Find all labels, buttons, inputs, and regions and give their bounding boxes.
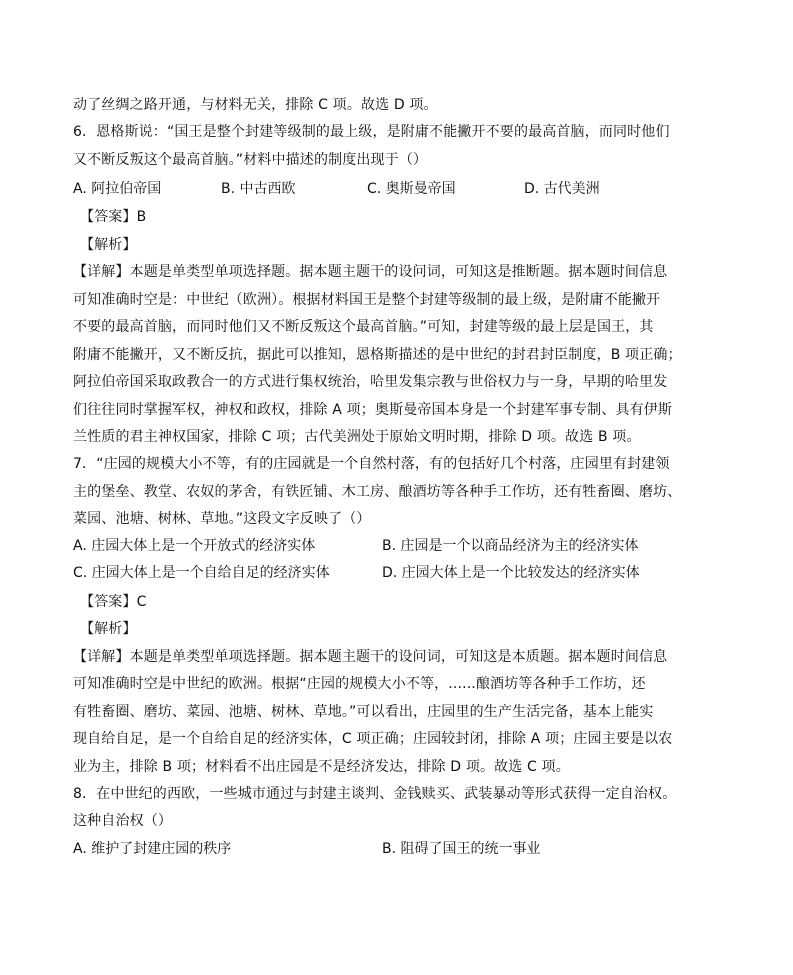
q6-detail-line: 附庸不能撇开，又不断反抗，据此可以推知，恩格斯描述的是中世纪的封君封臣制度，B 项正确； bbox=[73, 347, 682, 363]
q6-detail-line: 阿拉伯帝国采取政教合一的方式进行集权统治，哈里发集宗教与世俗权力与一身，早期的哈里发 bbox=[73, 374, 668, 390]
question-8-stem-cont: 这种自治权（） bbox=[73, 813, 173, 829]
q6-answer: 【答案】B bbox=[80, 209, 147, 225]
q7-analysis-label: 【解析】 bbox=[80, 621, 137, 637]
q8-option-a: A. 维护了封建庄园的秩序 bbox=[73, 841, 232, 857]
question-7-stem-cont: 主的堡垒、教堂、农奴的茅舍，有铁匠铺、木工房、酿酒坊等各种手工作坊，还有牲畜圈、磨坊、 bbox=[73, 484, 682, 500]
question-6-stem: 6．恩格斯说：“国王是整个封建等级制的最上级，是附庸不能撇开不要的最高首脑，而同时他们 bbox=[73, 124, 670, 140]
q7-answer: 【答案】C bbox=[80, 594, 147, 610]
q7-option-b: B. 庄园是一个以商品经济为主的经济实体 bbox=[382, 538, 639, 554]
q7-option-d: D. 庄园大体上是一个比较发达的经济实体 bbox=[382, 565, 640, 581]
q6-detail-line: 们往往同时掌握军权，神权和政权，排除 A 项；奥斯曼帝国本身是一个封建军事专制、具有伊斯 bbox=[73, 402, 673, 418]
q7-detail-line: 可知准确时空是中世纪的欧洲。根据“庄园的规模大小不等，......酿酒坊等各种手工作坊，还 bbox=[73, 676, 646, 692]
question-6-stem-cont: 又不断反叛这个最高首脑。”材料中描述的制度出现于（） bbox=[73, 152, 428, 168]
q7-option-c: C. 庄园大体上是一个自给自足的经济实体 bbox=[73, 565, 330, 581]
q7-detail-line: 有牲畜圈、磨坊、菜园、池塘、树林、草地。”可以看出，庄园里的生产生活完备，基本上能实 bbox=[73, 704, 654, 720]
q6-option-d: D. 古代美洲 bbox=[524, 181, 600, 197]
q6-detail-line: 可知准确时空是：中世纪（欧洲）。根据材料国王是整个封建等级制的最上级，是附庸不能撇开 bbox=[73, 292, 661, 308]
q8-option-b: B. 阻碍了国王的统一事业 bbox=[382, 841, 541, 857]
q6-option-c: C. 奥斯曼帝国 bbox=[367, 181, 456, 197]
q7-detail-line: 业为主，排除 B 项；材料看不出庄园是不是经济发达，排除 D 项。故选 C 项。 bbox=[73, 759, 570, 775]
q6-option-b: B. 中古西欧 bbox=[221, 181, 296, 197]
text-line: 动了丝绸之路开通，与材料无关，排除 C 项。故选 D 项。 bbox=[73, 97, 438, 113]
q7-detail-line: 【详解】本题是单类型单项选择题。据本题主题干的设问词，可知这是本质题。据本题时间信息 bbox=[73, 649, 668, 665]
q7-option-a: A. 庄园大体上是一个开放式的经济实体 bbox=[73, 538, 316, 554]
q6-detail-line: 兰性质的君主神权国家，排除 C 项；古代美洲处于原始文明时期，排除 D 项。故选 B 项。 bbox=[73, 429, 641, 445]
question-7-stem: 7．“庄园的规模大小不等，有的庄园就是一个自然村落，有的包括好几个村落，庄园里有封建领 bbox=[73, 456, 670, 472]
q6-detail-line: 不要的最高首脑，而同时他们又不断反叛这个最高首脑。”可知，封建等级的最上层是国王，其 bbox=[73, 319, 654, 335]
q6-analysis-label: 【解析】 bbox=[80, 237, 137, 253]
q6-option-a: A. 阿拉伯帝国 bbox=[73, 181, 162, 197]
q6-detail-line: 【详解】本题是单类型单项选择题。据本题主题干的设问词，可知这是推断题。据本题时间信息 bbox=[73, 264, 668, 280]
question-8-stem: 8．在中世纪的西欧，一些城市通过与封建主谈判、金钱赎买、武装暴动等形式获得一定自治权。 bbox=[73, 786, 677, 802]
q7-detail-line: 现自给自足，是一个自给自足的经济实体，C 项正确；庄园较封闭，排除 A 项；庄园主要是以农 bbox=[73, 731, 673, 747]
question-7-stem-cont: 菜园、池塘、树林、草地。”这段文字反映了（） bbox=[73, 511, 371, 527]
